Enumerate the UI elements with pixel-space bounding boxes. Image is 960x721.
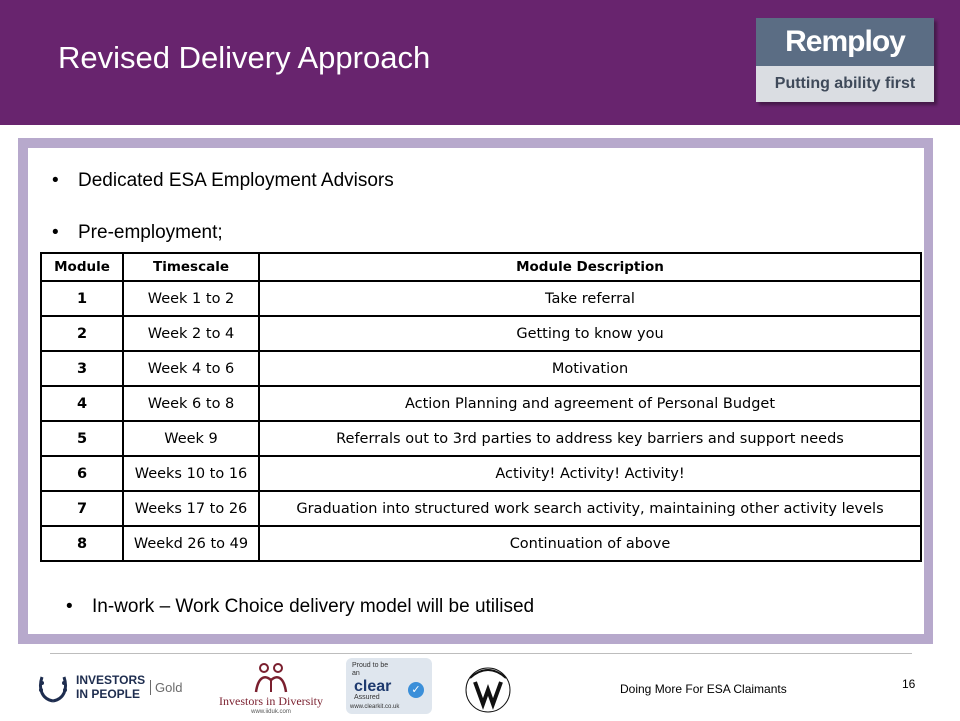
module-timescale: Week 6 to 8 <box>123 386 259 421</box>
module-table <box>40 252 922 562</box>
table-row <box>41 351 921 386</box>
bullet-marker: • <box>66 596 73 617</box>
checkmark-icon: ✓ <box>408 682 424 698</box>
clear-proud-text: Proud to be an <box>352 662 389 677</box>
module-timescale: Weeks 10 to 16 <box>123 456 259 491</box>
clear-assured-text: Assured <box>354 694 380 701</box>
header-timescale: Timescale <box>123 253 259 281</box>
table-row <box>41 281 921 316</box>
module-number: 5 <box>41 421 123 456</box>
iip-level: Gold <box>150 680 182 695</box>
module-timescale: Week 9 <box>123 421 259 456</box>
remploy-logo <box>756 18 934 102</box>
clear-url: www.clearkit.co.uk <box>350 704 400 710</box>
table-row <box>41 491 921 526</box>
table-row <box>41 526 921 561</box>
iip-wordmark: INVESTORS IN PEOPLE <box>76 673 146 701</box>
module-description: Continuation of above <box>259 526 921 561</box>
positive-about-disabled-people-logo <box>455 660 521 716</box>
module-description: Getting to know you <box>259 316 921 351</box>
module-number: 8 <box>41 526 123 561</box>
module-description: Action Planning and agreement of Personal Budget <box>259 386 921 421</box>
bullet-text: Pre-employment; <box>78 222 223 243</box>
module-number: 4 <box>41 386 123 421</box>
footer-title: Doing More For ESA Claimants <box>620 682 787 696</box>
laurel-icon <box>36 671 70 705</box>
footer-divider <box>50 653 912 654</box>
bullet-text: In-work – Work Choice delivery model will be utilised <box>92 596 535 617</box>
module-timescale: Week 4 to 6 <box>123 351 259 386</box>
module-description: Referrals out to 3rd parties to address key barriers and support needs <box>259 421 921 456</box>
module-timescale: Week 2 to 4 <box>123 316 259 351</box>
disability-symbol-icon <box>455 660 521 716</box>
figures-icon <box>212 660 330 694</box>
remploy-logo-brand: Remploy <box>756 18 934 66</box>
header-module: Module <box>41 253 123 281</box>
module-timescale: Weekd 26 to 49 <box>123 526 259 561</box>
module-number: 1 <box>41 281 123 316</box>
module-description: Graduation into structured work search activity, maintaining other activity levels <box>259 491 921 526</box>
clear-wordmark: clear <box>354 678 392 695</box>
slide-title: Revised Delivery Approach <box>58 40 431 75</box>
header-bar <box>0 0 960 125</box>
table-row <box>41 316 921 351</box>
investors-in-people-logo <box>36 671 196 707</box>
table-row <box>41 456 921 491</box>
investors-in-diversity-logo <box>212 660 330 716</box>
module-description: Activity! Activity! Activity! <box>259 456 921 491</box>
bullet-marker: • <box>52 170 59 191</box>
module-description: Motivation <box>259 351 921 386</box>
page-number: 16 <box>902 677 916 691</box>
bullet-text: Dedicated ESA Employment Advisors <box>78 170 394 191</box>
clear-assured-badge <box>346 658 432 714</box>
module-timescale: Weeks 17 to 26 <box>123 491 259 526</box>
remploy-logo-tagline: Putting ability first <box>756 66 934 102</box>
iid-url: www.iiduk.com <box>251 709 291 715</box>
bullet-marker: • <box>52 222 59 243</box>
iid-name: Investors in Diversity <box>219 694 323 708</box>
module-number: 2 <box>41 316 123 351</box>
table-header-row <box>41 253 921 281</box>
module-number: 6 <box>41 456 123 491</box>
table-row <box>41 386 921 421</box>
module-number: 7 <box>41 491 123 526</box>
module-description: Take referral <box>259 281 921 316</box>
module-timescale: Week 1 to 2 <box>123 281 259 316</box>
header-description: Module Description <box>259 253 921 281</box>
module-number: 3 <box>41 351 123 386</box>
table-row <box>41 421 921 456</box>
